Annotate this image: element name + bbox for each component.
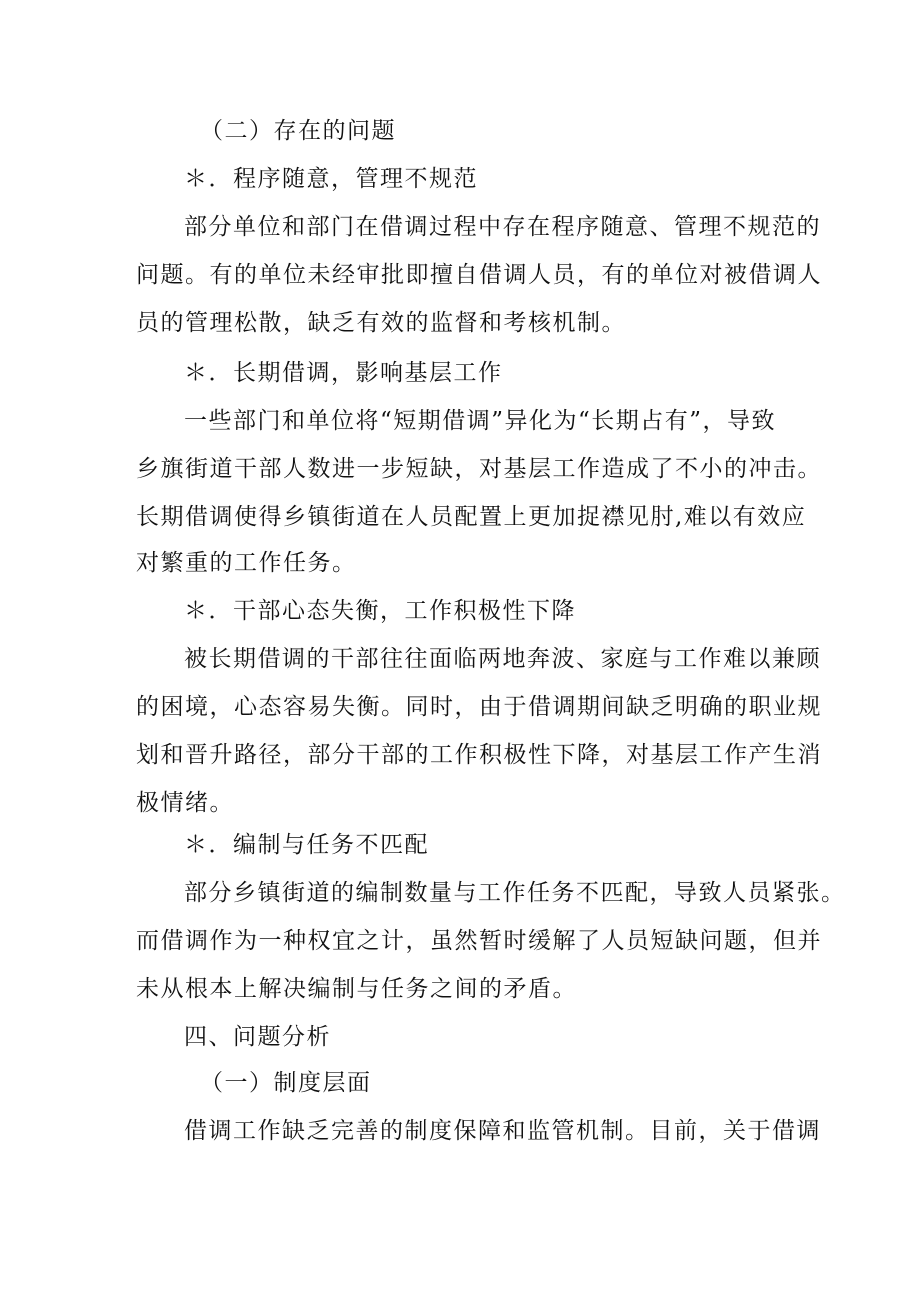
paragraph-line: 员的管理松散，缺乏有效的监督和考核机制。 [136, 310, 626, 336]
paragraph-line: 长期借调使得乡镇街道在人员配置上更加捉襟见肘,难以有效应 [136, 504, 807, 530]
subheading-long-term: ＊．长期借调，影响基层工作 [184, 360, 503, 386]
subheading-mindset: ＊．干部心态失衡，工作积极性下降 [184, 598, 576, 624]
paragraph-line: 被长期借调的干部往往面临两地奔波、家庭与工作难以兼顾 [184, 646, 821, 672]
paragraph-line: 部分乡镇街道的编制数量与工作任务不匹配，导致人员紧张。 [184, 880, 846, 906]
paragraph-line: 借调工作缺乏完善的制度保障和监管机制。目前，关于借调 [184, 1118, 821, 1144]
subheading-institutional: （一）制度层面 [200, 1070, 372, 1096]
subheading-staffing: ＊．编制与任务不匹配 [184, 832, 429, 858]
paragraph-line: 部分单位和部门在借调过程中存在程序随意、管理不规范的 [184, 214, 821, 240]
paragraph-line: 而借调作为一种权宜之计，虽然暂时缓解了人员短缺问题，但并 [136, 928, 822, 954]
section-heading-existing-problems: （二）存在的问题 [200, 118, 396, 144]
paragraph-line: 问题。有的单位未经审批即擅自借调人员，有的单位对被借调人 [136, 262, 822, 288]
section-heading-analysis: 四、问题分析 [184, 1024, 331, 1050]
paragraph-line: 极情绪。 [136, 790, 234, 816]
subheading-procedure: ＊．程序随意，管理不规范 [184, 166, 478, 192]
paragraph-line: 未从根本上解决编制与任务之间的矛盾。 [136, 976, 577, 1002]
paragraph-line: 对繁重的工作任务。 [136, 550, 357, 576]
paragraph-line: 划和晋升路径，部分干部的工作积极性下降，对基层工作产生消 [136, 742, 822, 768]
paragraph-line: 一些部门和单位将“短期借调”异化为“长期占有”，导致 [184, 408, 777, 434]
paragraph-line: 的困境，心态容易失衡。同时，由于借调期间缺乏明确的职业规 [136, 694, 822, 720]
paragraph-line: 乡旗街道干部人数进一步短缺，对基层工作造成了不小的冲击。 [136, 456, 822, 482]
